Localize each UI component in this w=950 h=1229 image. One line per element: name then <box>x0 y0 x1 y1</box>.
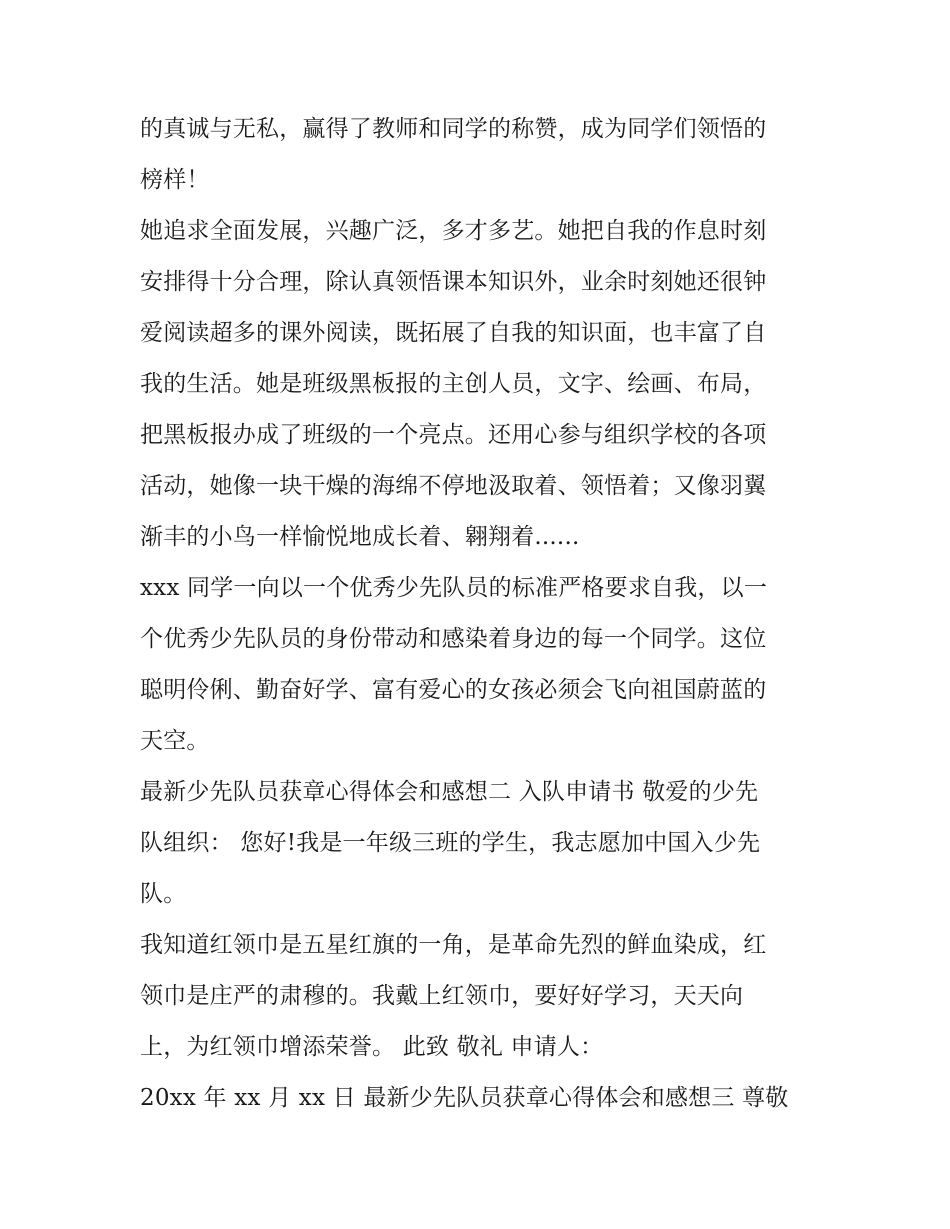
text-line: 上，为红领巾增添荣誉。 此致 敬礼 申请人： <box>140 1034 604 1060</box>
text-line: 20xx 年 xx 月 xx 日 最新少先队员获章心得体会和感想三 尊敬 <box>140 1085 789 1111</box>
text-line: 的真诚与无私，赢得了教师和同学的称赞，成为同学们领悟的 <box>140 116 767 142</box>
text-line: 天空。 <box>140 728 210 754</box>
text-line: 爱阅读超多的课外阅读，既拓展了自我的知识面，也丰富了自 <box>140 320 767 346</box>
text-line: 聪明伶俐、勤奋好学、富有爱心的女孩必须会飞向祖国蔚蓝的 <box>140 677 767 703</box>
text-line: 榜样！ <box>140 167 210 193</box>
document-body <box>140 104 820 1124</box>
text-line: 队组织： 您好!我是一年级三班的学生，我志愿加中国入少先 <box>140 830 761 856</box>
text-line: 活动，她像一块干燥的海绵不停地汲取着、领悟着；又像羽翼 <box>140 473 767 499</box>
text-line: 我的生活。她是班级黑板报的主创人员，文字、绘画、布局， <box>140 371 767 397</box>
text-line: 最新少先队员获章心得体会和感想二 入队申请书 敬爱的少先 <box>140 779 759 805</box>
text-line: 渐丰的小鸟一样愉悦地成长着、翱翔着...... <box>140 524 580 550</box>
text-line: 队。 <box>140 881 187 907</box>
text-line: xxx 同学一向以一个优秀少先队员的标准严格要求自我，以一 <box>140 575 768 601</box>
text-line: 她追求全面发展，兴趣广泛，多才多艺。她把自我的作息时刻 <box>140 218 767 244</box>
text-line: 个优秀少先队员的身份带动和感染着身边的每一个同学。这位 <box>140 626 767 652</box>
text-line: 我知道红领巾是五星红旗的一角，是革命先烈的鲜血染成，红 <box>140 932 767 958</box>
text-line: 安排得十分合理，除认真领悟课本知识外，业余时刻她还很钟 <box>140 269 767 295</box>
text-line: 把黑板报办成了班级的一个亮点。还用心参与组织学校的各项 <box>140 422 767 448</box>
text-line: 领巾是庄严的肃穆的。我戴上红领巾，要好好学习，天天向 <box>140 983 744 1009</box>
